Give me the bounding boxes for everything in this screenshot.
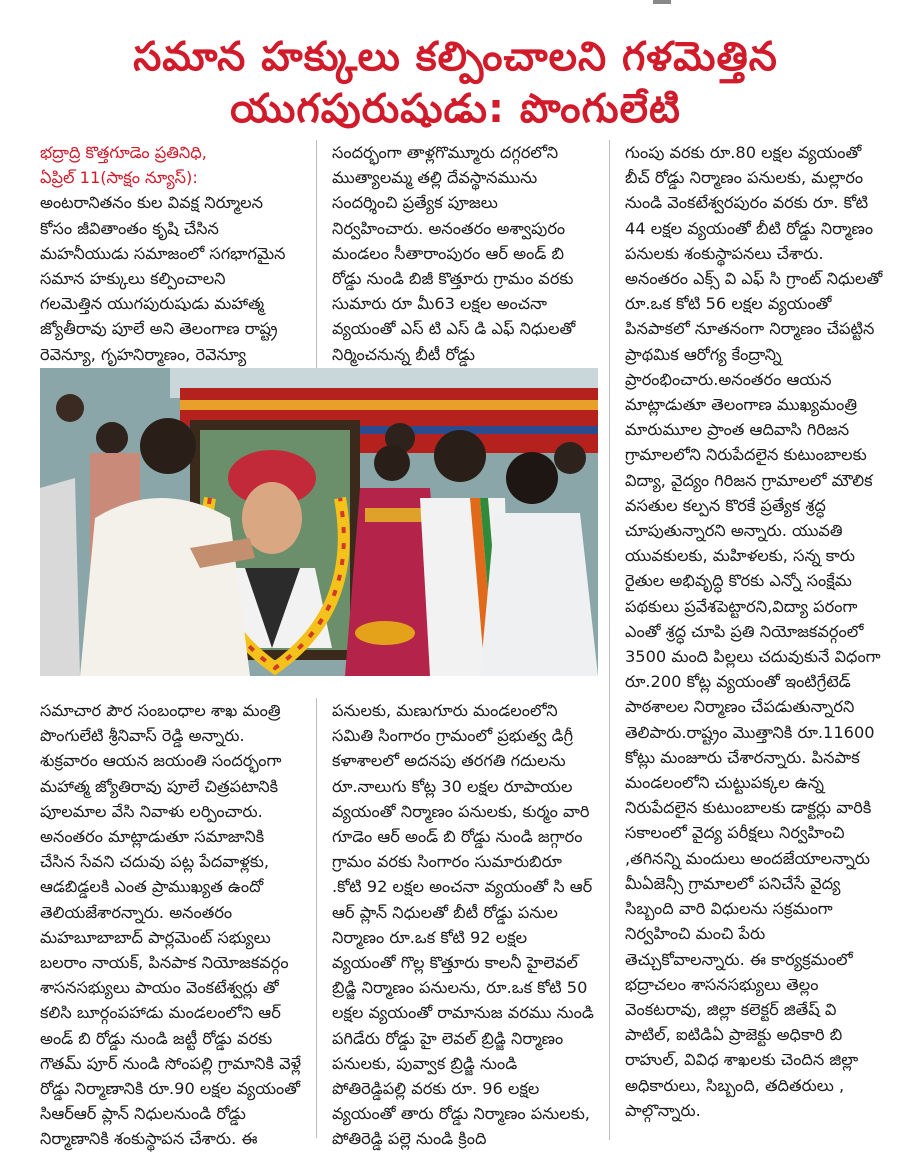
article-column-1 bbox=[40, 140, 290, 367]
news-photo bbox=[40, 368, 598, 676]
headline-line-2: యుగపురుషుడు: పొంగులేటి bbox=[230, 86, 681, 132]
article-column-2 bbox=[332, 140, 594, 367]
column-divider bbox=[316, 698, 317, 1138]
article-column-4 bbox=[40, 698, 302, 1152]
dateline-place: భద్రాద్రి కొత్తగూడెం ప్రతినిధి, bbox=[40, 143, 207, 162]
article-column-3 bbox=[625, 140, 887, 1123]
article-text: పనులకు, మణుగూరు మండలంలోని సమితి సింగారం గ్రామంలో ప్రభుత్వ డిగ్రీ కళాశాలలో అదనపు తరగతి గదులను రూ.నాలుగు కోట్ల 30 లక్షల రూపాయల వ్యయంతో నిర్మాణం పనులకు, కుర్మం వారి గూడెం ఆర్ అండ్ బి రోడ్డు నుండి జగ్గారం గ్రామం వరకు సింగారం సుమారుబిరూ .కోటి 92 లక్షల అంచనా వ్యయంతో సి ఆర్ ఆర్ ప్లాన్ నిధులతో బీటీ రోడ్డు పనుల నిర్మాణం రూ.ఒక కోటి 92 లక్షల వ్యయంతో గొల్ల కొత్తూరు కాలనీ హైలెవల్ బ్రిడ్జి నిర్మాణం పనులను, రూ.ఒక కోటి 50 లక్షల వ్యయంతో రామానుజ వరము నుండి పగిడేరు రోడ్డు హై లెవల్ బ్రిడ్జి నిర్మాణం పనులకు, పువ్వాక బ్రిడ్జి నుండి పోతిరెడ్డిపల్లి వరకు రూ. 96 లక్షల వ్యయంతో తారు రోడ్డు నిర్మాణం పనులకు, పోతిరెడ్డి పల్లె నుండి క్రింది bbox=[332, 701, 594, 1149]
article-text: అంటరానితనం కుల వివక్ష నిర్మూలన కోసం జీవితాంతం కృషి చేసిన మహనీయుడు సమాజంలో సగభాగమైన సమాన హక్కులు కల్పించాలని గలమెత్తిన యుగపురుషుడు మహాత్మ జ్యోతీరావు పూలే అని తెలంగాణ రాష్ట్ర రెవెన్యూ, గృహనిర్మాణం, రెవెన్యూ bbox=[40, 193, 286, 364]
article-text: సమాచార పౌర సంబంధాల శాఖ మంత్రి పొంగులేటి శ్రీనివాస్ రెడ్డి అన్నారు. శుక్రవారం ఆయన జయంతి సందర్భంగా మహాత్మ జ్యోతిరావు పూలే చిత్రపటానికి పూలమాల వేసి నివాళు లర్పించారు. అనంతరం మాట్లాడుతూ సమాజానికి చేసిన సేవని చదువు పట్ల పేదవాళ్లకు, ఆడబిడ్డలకి ఎంత ప్రాముఖ్యత ఉందో తెలియజేశారన్నారు. అనంతరం మహబూబాబాద్ పార్లమెంట్ సభ్యులు బలరాం నాయక్, పినపాక నియోజకవర్గం శాసనసభ్యులు పాయం వెంకటేశ్వర్లు తో కలిసి బూర్గంపహాడు మండలంలోని ఆర్ అండ్ బి రోడ్డు నుండి జట్టీ రోడ్డు వరకు గౌతమ్ పూర్ నుండి సోంపల్లి గ్రామానికి వెళ్లే రోడ్డు నిర్మాణానికి రూ.90 లక్షల వ్యయంతో సిఆర్ఆర్ ప్లాన్ నిధులనుండి రోడ్డు నిర్మాణానికి శంకుస్థాపన చేశారు. ఈ bbox=[40, 701, 302, 1149]
article-text: సందర్భంగా తాళ్లగొమ్మూరు దగ్గరలోని ముత్యాలమ్మ తల్లి దేవస్థానమును సందర్శించి ప్రత్యేక పూజలు నిర్వహించారు. అనంతరం అశ్వాపురం మండలం సీతారాంపురం ఆర్ అండ్ బి రోడ్డు నుండి బిజీ కొత్తూరు గ్రామం వరకు సుమారు రూ మీ63 లక్షల అంచనా వ్యయంతో ఎస్ టి ఎస్ డి ఎఫ్ నిధులతో నిర్మించనున్న బీటీ రోడ్డు bbox=[332, 143, 576, 364]
page-corner-mark bbox=[653, 0, 671, 4]
article-column-5 bbox=[332, 698, 594, 1152]
headline-line-1: సమాన హక్కులు కల్పించాలని గళమెత్తిన bbox=[133, 34, 778, 80]
dateline-date: ఏప్రిల్ 11(సాక్షం న్యూస్): bbox=[40, 168, 198, 188]
column-divider bbox=[609, 140, 610, 1140]
article-text: గుంపు వరకు రూ.80 లక్షల వ్యయంతో బీచ్ రోడ్డు నిర్మాణం పనులకు, మల్లారం నుండి వెంకటేశ్వరపురం వరకు రూ. కోటి 44 లక్షల వ్యయంతో బీటి రోడ్డు నిర్మాణం పనులకు శంకుస్థాపనలు చేశారు. అనంతరం ఎక్స్ వి ఎఫ్ సి గ్రాంట్ నిధులతో రూ.ఒక కోటి 56 లక్షల వ్యయంతో పినపాకలో నూతనంగా నిర్మాణం చేపట్టిన ప్రాథమిక ఆరోగ్య కేంద్రాన్ని ప్రారంభించారు.అనంతరం ఆయన మాట్లాడుతూ తెలంగాణ ముఖ్యమంత్రి మారుమూల ప్రాంత ఆదివాసి గిరిజన గ్రామాలలోని నిరుపేదలైన కుటుంబాలకు విద్యా, వైద్యం గిరిజన గ్రామాలలో మౌలిక వసతుల కల్పన కొరకే ప్రత్యేక శ్రద్ధ చూపుతున్నారని అన్నారు. యువతి యువకులకు, మహిళలకు, సన్న కారు రైతుల అభివృద్ధి కొరకు ఎన్నో సంక్షేమ పథకులు ప్రవేశపెట్టారని,విద్యా పరంగా ఎంతో శ్రద్ధ చూపి ప్రతి నియోజకవర్గంలో 3500 మంది పిల్లలు చదువుకునే విధంగా రూ.200 కోట్ల వ్యయంతో ఇంటిగ్రేటెడ్ పాఠశాలల నిర్మాణం చేపడుతున్నారని తెలిపారు.రాష్ట్రం మొత్తానికి రూ.11600 కోట్లు మంజూరు చేశారన్నారు. పినపాక మండలంలోని చుట్టుపక్కల ఉన్న నిరుపేదలైన కుటుంబాలకు డాక్టర్లు వారికి సకాలంలో వైద్య పరీక్షలు నిర్వహించి ,తగినన్ని మందులు అందజేయాలన్నారు మీఏజెన్సీ గ్రామాలలో పనిచేసే వైద్య సిబ్బంది వారి విధులను సక్రమంగా నిర్వహించి మంచి పేరు తెచ్చుకోవాలన్నారు. ఈ కార్యక్రమంలో భద్రాచలం శాసనసభ్యులు తెల్లం వెంకటరావు, జిల్లా కలెక్టర్ జితేష్ వి పాటిల్, ఐటిడిఏ ప్రాజెక్టు అధికారి బి రాహుల్, వివిధ శాఖలకు చెందిన జిల్లా అధికారులు, సిబ్బంది, తదితరులు , పాల్గొన్నారు. bbox=[625, 143, 883, 1120]
